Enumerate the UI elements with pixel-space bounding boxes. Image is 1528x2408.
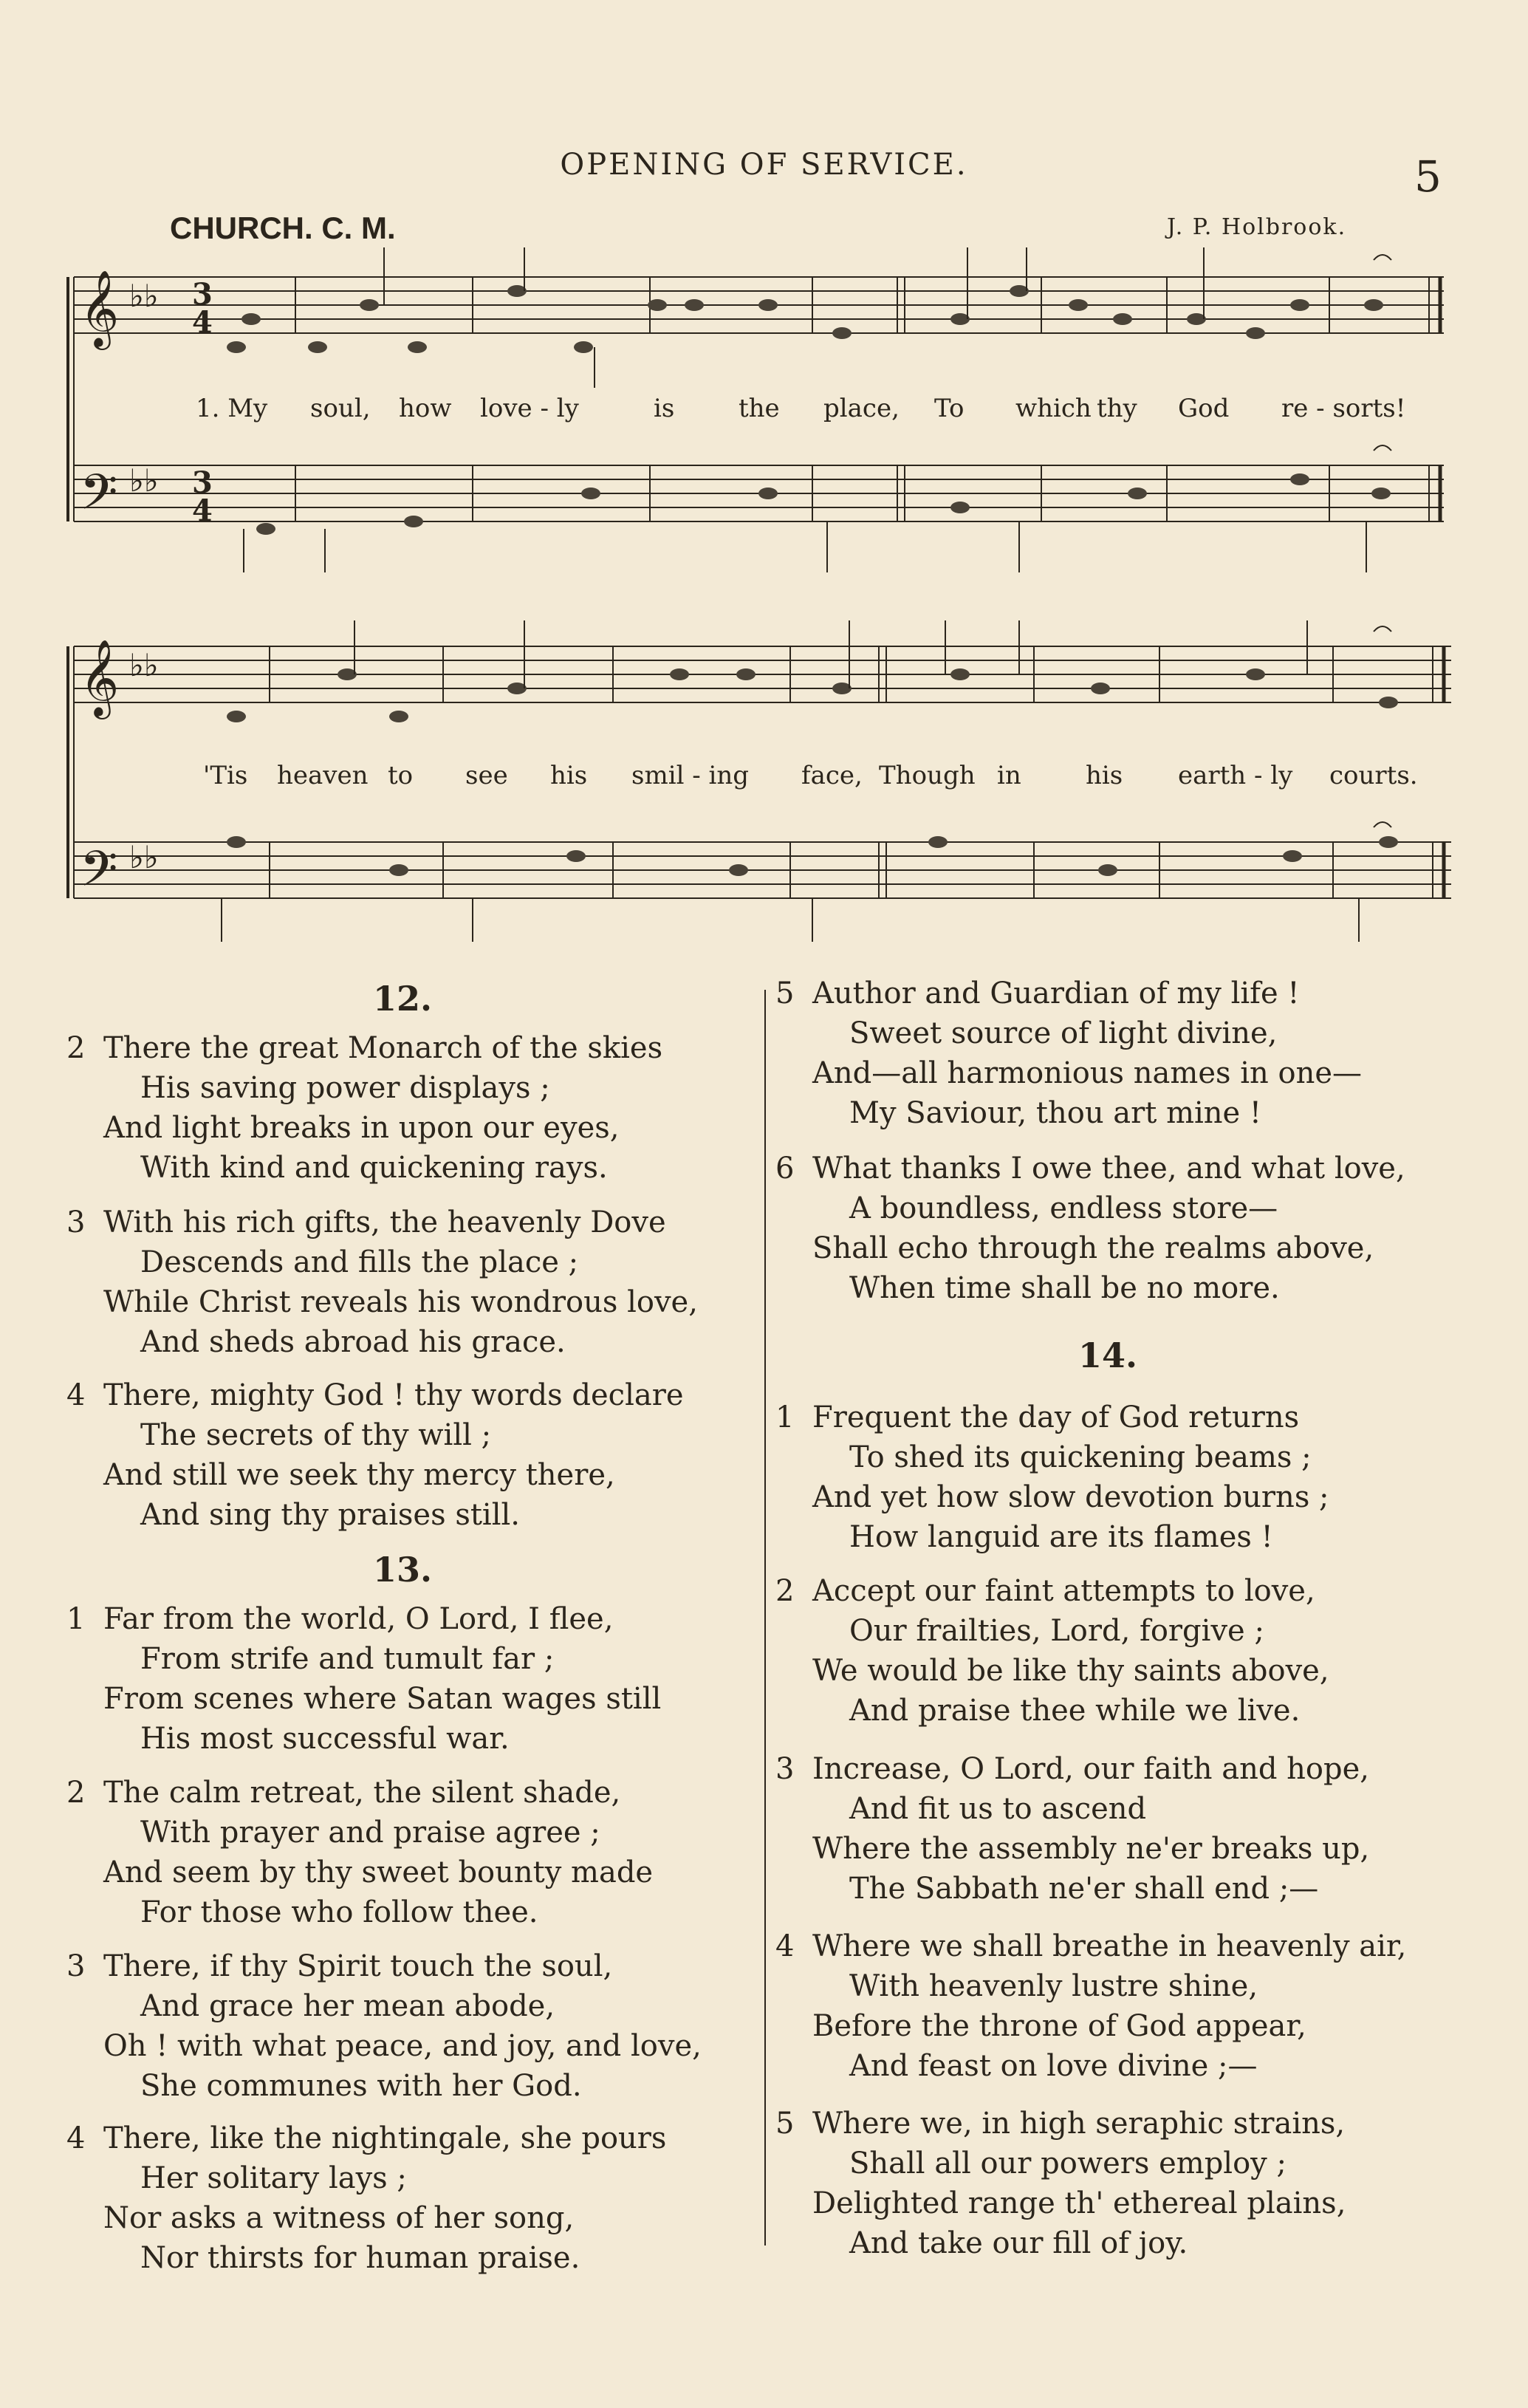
stanza	[775, 1571, 1477, 1731]
lyric-word: his	[1086, 761, 1123, 790]
verse-line: And sheds abroad his grace.	[140, 1325, 566, 1359]
verse-line: There the great Monarch of the skies	[103, 1031, 663, 1065]
music-score	[0, 244, 1528, 945]
verse-line: There, mighty God ! thy words declare	[103, 1378, 684, 1412]
stanza-number: 5	[775, 2107, 795, 2141]
verse-line: And yet how slow devotion burns ;	[812, 1480, 1329, 1514]
lyric-word: Though	[879, 761, 976, 790]
stanza-number: 2	[775, 1574, 795, 1608]
lyric-word: earth - ly	[1178, 761, 1293, 790]
lyric-word: 1. My	[196, 394, 268, 423]
verse-line: Accept our faint attempts to love,	[812, 1574, 1315, 1608]
stanza-number: 2	[66, 1031, 86, 1065]
verse-line: Nor thirsts for human praise.	[140, 2241, 580, 2275]
verse-line: For those who follow thee.	[140, 1895, 538, 1929]
score-staves	[68, 277, 1451, 898]
verse-line: And grace her mean abode,	[140, 1989, 555, 2023]
hymn-number: 12.	[373, 979, 433, 1019]
verse-line: Where the assembly ne'er breaks up,	[812, 1832, 1370, 1866]
stanza-number: 3	[775, 1752, 795, 1786]
verse-line: With his rich gifts, the heavenly Dove	[103, 1205, 666, 1239]
verse-line: Increase, O Lord, our faith and hope,	[812, 1752, 1369, 1786]
stanza	[66, 1599, 761, 1759]
lyric-word: is	[654, 394, 675, 423]
lyric-word: which	[1015, 394, 1092, 423]
stanza	[66, 2118, 761, 2278]
verse-line: And—all harmonious names in one—	[812, 1056, 1363, 1090]
lyric-word: how	[399, 394, 452, 423]
verse-line: And light breaks in upon our eyes,	[103, 1111, 620, 1145]
svg-text:𝄢: 𝄢	[80, 464, 118, 533]
verse-line: Our frailties, Lord, forgive ;	[849, 1614, 1264, 1648]
stanza	[66, 1773, 761, 1932]
verse-line: We would be like thy saints above,	[812, 1654, 1329, 1688]
stanza-number: 4	[66, 1378, 86, 1412]
lyric-word: smil - ing	[631, 761, 750, 790]
lyric-word: see	[465, 761, 508, 790]
verse-line: Shall all our powers employ ;	[849, 2147, 1287, 2180]
verse-line: Descends and fills the place ;	[140, 1245, 579, 1279]
verse-line: Sweet source of light divine,	[849, 1016, 1278, 1050]
lyric-word: love - ly	[480, 394, 579, 423]
verse-line: My Saviour, thou art mine !	[849, 1096, 1262, 1130]
lyric-word: face,	[801, 761, 863, 790]
svg-text:4: 4	[192, 493, 213, 528]
stanza-number: 3	[66, 1205, 86, 1239]
stanza-number: 5	[775, 976, 795, 1010]
verse-line: With kind and quickening rays.	[140, 1151, 608, 1185]
svg-text:𝄞: 𝄞	[80, 639, 120, 716]
verse-line: While Christ reveals his wondrous love,	[103, 1285, 698, 1319]
verse-line: Far from the world, O Lord, I flee,	[103, 1602, 614, 1636]
verse-line: A boundless, endless store—	[849, 1191, 1278, 1225]
lyric-word: 'Tis	[203, 761, 248, 790]
composer: J. P. Holbrook.	[1167, 214, 1347, 240]
lyric-word: thy	[1097, 394, 1137, 423]
lyric-word: place,	[823, 394, 900, 423]
verse-line: The secrets of thy will ;	[140, 1418, 492, 1452]
clefs	[80, 270, 213, 909]
svg-text:♭♭: ♭♭	[129, 839, 159, 875]
verse-line: Delighted range th' ethereal plains,	[812, 2186, 1346, 2220]
stanza-number: 6	[775, 1152, 795, 1186]
verse-line: Frequent the day of God returns	[812, 1400, 1300, 1434]
verse-line: And fit us to ascend	[849, 1792, 1147, 1826]
verse-line: Author and Guardian of my life !	[812, 976, 1300, 1010]
lyric-word: heaven	[277, 761, 369, 790]
lyric-word: his	[550, 761, 588, 790]
verse-line: Oh ! with what peace, and joy, and love,	[103, 2029, 702, 2063]
verse-line: To shed its quickening beams ;	[849, 1440, 1312, 1474]
stanza-number: 1	[775, 1400, 795, 1434]
hymn-number: 14.	[1078, 1335, 1138, 1375]
staff-system2-bass	[74, 842, 1451, 898]
stanza	[775, 974, 1477, 1133]
lyric-word: to	[388, 761, 414, 790]
stanza-number: 3	[66, 1949, 86, 1983]
running-title: OPENING OF SERVICE.	[560, 148, 968, 182]
stanza-number: 1	[66, 1602, 86, 1636]
verse-line: And praise thee while we live.	[849, 1694, 1301, 1728]
verse-line: When time shall be no more.	[849, 1271, 1280, 1305]
stanza	[66, 1375, 753, 1535]
verse-line: There, if thy Spirit touch the soul,	[103, 1949, 613, 1983]
stanza	[775, 1398, 1477, 1557]
stanza	[775, 2104, 1477, 2263]
verse-line: The calm retreat, the silent shade,	[103, 1776, 621, 1810]
tune-title: CHURCH. C. M.	[170, 211, 396, 245]
column-divider	[764, 990, 766, 2245]
lyric-word: the	[739, 394, 780, 423]
svg-text:♭♭: ♭♭	[129, 278, 159, 314]
verse-line: From scenes where Satan wages still	[103, 1682, 662, 1716]
verse-line: And still we seek thy mercy there,	[103, 1458, 615, 1492]
svg-text:4: 4	[192, 305, 213, 340]
svg-text:♭♭: ♭♭	[129, 462, 159, 499]
lyric-word: in	[997, 761, 1021, 790]
verse-line: And feast on love divine ;—	[849, 2049, 1258, 2083]
stanza	[66, 1203, 753, 1362]
verse-line: His most successful war.	[140, 1722, 510, 1756]
svg-text:3: 3	[192, 277, 213, 312]
verse-line: How languid are its flames !	[849, 1520, 1273, 1554]
verse-line: What thanks I owe thee, and what love,	[812, 1152, 1405, 1186]
svg-text:♭♭: ♭♭	[129, 647, 159, 683]
verse-line: From strife and tumult far ;	[140, 1642, 555, 1676]
verse-line: Shall echo through the realms above,	[812, 1231, 1374, 1265]
lyric-word: To	[934, 394, 965, 423]
svg-text:𝄢: 𝄢	[80, 841, 118, 909]
stanza	[775, 1149, 1477, 1308]
lyric-word: God	[1178, 394, 1230, 423]
stanza	[66, 1946, 761, 2106]
stanza-number: 4	[775, 1929, 795, 1963]
verse-line: And take our fill of joy.	[849, 2226, 1188, 2260]
stanza-number: 2	[66, 1776, 86, 1810]
staff-system2-treble	[74, 646, 1451, 702]
svg-text:𝄞: 𝄞	[80, 270, 120, 347]
hymn-number: 13.	[373, 1550, 433, 1590]
verse-line: With prayer and praise agree ;	[140, 1816, 600, 1850]
stanza	[66, 1028, 753, 1188]
verse-line: She communes with her God.	[140, 2069, 582, 2103]
verse-line: And sing thy praises still.	[140, 1498, 521, 1532]
note-stems	[222, 247, 1366, 942]
lyric-word: courts.	[1329, 761, 1418, 790]
verse-line: There, like the nightingale, she pours	[103, 2121, 667, 2155]
page-number: 5	[1414, 151, 1442, 202]
stanza	[775, 1749, 1477, 1909]
verse-line: Nor asks a witness of her song,	[103, 2201, 575, 2235]
verse-line: Before the throne of God appear,	[812, 2009, 1306, 2043]
verse-line: Her solitary lays ;	[140, 2161, 407, 2195]
lyric-word: soul,	[310, 394, 371, 423]
svg-text:3: 3	[192, 465, 213, 500]
verse-line: His saving power displays ;	[140, 1071, 550, 1105]
verse-line: The Sabbath ne'er shall end ;—	[849, 1872, 1319, 1906]
verse-line: With heavenly lustre shine,	[849, 1969, 1258, 2003]
verse-line: Where we shall breathe in heavenly air,	[812, 1929, 1407, 1963]
verse-line: And seem by thy sweet bounty made	[103, 1855, 654, 1889]
stanza-number: 4	[66, 2121, 86, 2155]
stanza	[775, 1926, 1477, 2086]
lyric-word: re - sorts!	[1281, 394, 1406, 423]
fermatas	[1374, 255, 1391, 827]
verse-line: Where we, in high seraphic strains,	[812, 2107, 1346, 2141]
